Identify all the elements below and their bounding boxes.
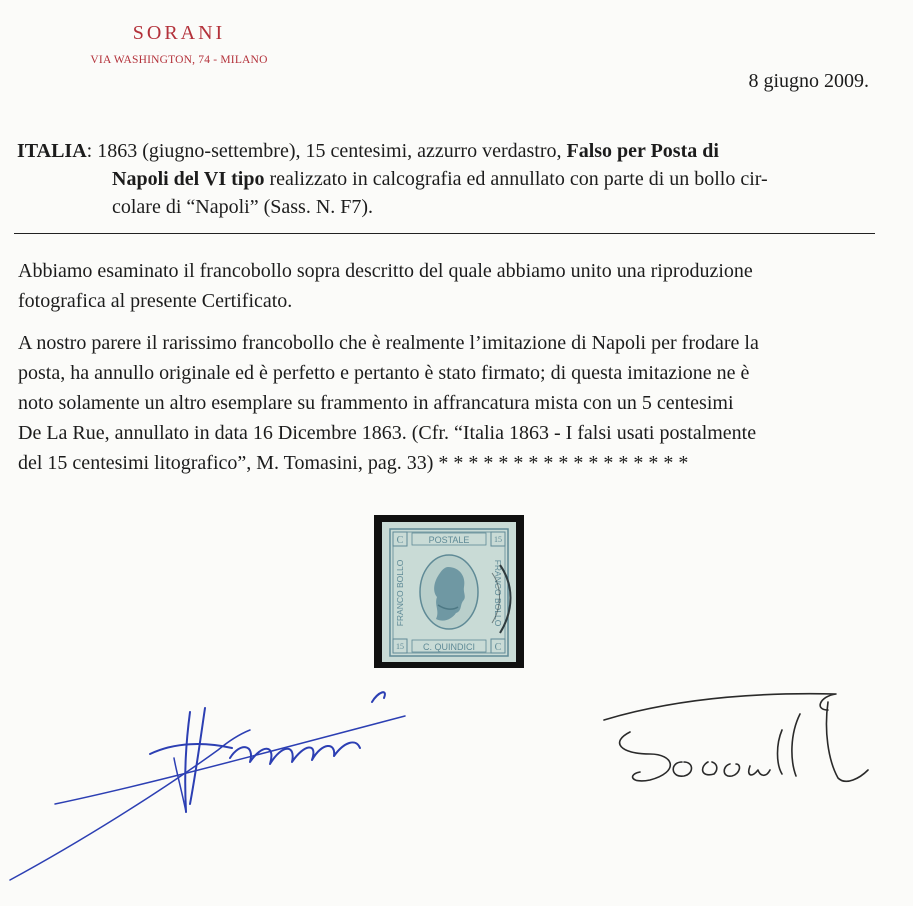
- description-line-2: [17, 165, 872, 193]
- paragraph-2-line: De La Rue, annullato in data 16 Dicembre 1863. (Cfr. “Italia 1863 - I falsi usati postalmente: [18, 422, 757, 444]
- paragraph-2-line: noto solamente un altro esemplare su frammento in affrancatura mista con un 5 centesimi: [18, 392, 734, 414]
- paragraph-1-line: fotografica al presente Certificato.: [18, 290, 293, 312]
- stamp-corner-br: C: [494, 642, 502, 653]
- stamp-image: [374, 515, 524, 668]
- stamp-bottom-label: C. QUINDICI: [422, 642, 476, 652]
- letterhead-name: SORANI: [132, 22, 226, 44]
- country-label: ITALIA: [17, 140, 87, 162]
- stamp-corner-tl: C: [396, 535, 404, 546]
- paragraph-2-line: del 15 centesimi litografico”, M. Tomasini, pag. 33) * * * * * * * * * * * * * * * * *: [18, 452, 689, 474]
- paragraph-2-line: A nostro parere il rarissimo francobollo che è realmente l’imitazione di Napoli per frodare la: [18, 332, 759, 354]
- description-bold-2: Napoli del VI tipo: [112, 168, 265, 190]
- stamp-left-label: FRANCO BOLLO: [395, 559, 405, 627]
- stamp-corner-bl: 15: [396, 642, 404, 651]
- certificate-date: 8 giugno 2009.: [748, 70, 869, 92]
- stamp-description: [17, 137, 872, 221]
- divider-rule: [14, 233, 875, 234]
- paragraph-2-line: posta, ha annullo originale ed è perfetto e pertanto è stato firmato; di questa imitazione ne è: [18, 362, 750, 384]
- signature-left: [0, 672, 420, 906]
- paragraph-1-line: Abbiamo esaminato il francobollo sopra descritto del quale abbiamo unito una riproduzione: [18, 260, 753, 282]
- description-line-1: [17, 137, 872, 165]
- letterhead: [48, 22, 310, 66]
- signature-right: [590, 680, 890, 810]
- stamp-photo: [374, 515, 524, 668]
- description-line-3: colare di “Napoli” (Sass. N. F7).: [112, 196, 374, 218]
- stamp-corner-tr: 15: [494, 535, 502, 544]
- certificate-body: [18, 256, 874, 478]
- stamp-top-label: POSTALE: [428, 535, 470, 545]
- description-text-1: : 1863 (giugno-settembre), 15 centesimi, azzurro verdastro,: [86, 140, 567, 162]
- description-text-2: realizzato in calcografia ed annullato con parte di un bollo cir-: [264, 168, 768, 190]
- stamp-right-label: FRANCO BOLLO: [493, 559, 503, 627]
- description-bold-1: Falso per Posta di: [566, 140, 719, 162]
- letterhead-address: VIA WASHINGTON, 74 - MILANO: [90, 54, 268, 66]
